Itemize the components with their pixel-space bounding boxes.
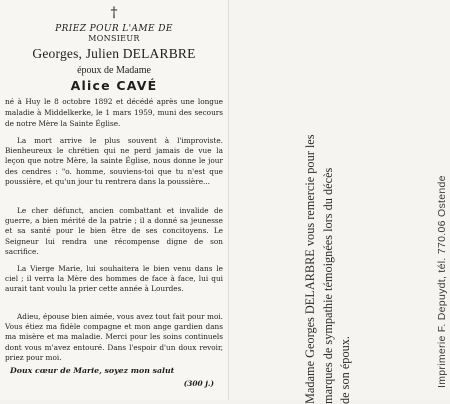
paragraph-veteran: Le cher défunct, ancien combattant et invalide de guerre, a bien mérité de la patrie ; il a donné sa jeunesse et sa santé pour le bien être de ses concitoyens. Le Seigneur lui rendra une récompense digne de son sacrifice. <box>5 206 223 256</box>
thanks-line-3: de son époux. <box>338 336 352 404</box>
closing-prayer: Doux cœur de Marie, soyez mon salut <box>10 366 175 375</box>
paragraph-death: La mort arrive le plus souvent à l'improviste. Bienheureux le chrétien qui ne perd jamais de vue la leçon que notre Mère, la sainte Église, nous donne le jour des cendres : "o. homme, souviens-toi que tu n'est que poussière, et qu'un jour tu rentrera dans la poussière... <box>5 136 223 186</box>
title-monsieur: MONSIEUR <box>88 34 140 43</box>
fold-line <box>228 0 229 400</box>
deceased-name: Georges, Julien DELARBRE <box>32 46 196 61</box>
indulgence-number: (300 j.) <box>183 379 214 388</box>
cross-symbol: † <box>110 5 118 21</box>
paragraph-virgin-mary: La Vierge Marie, lui souhaitera le bien venu dans le ciel ; il verra la Mère des hommes de face à face, lui qui aurait tant voulu la prier cette année à Lourdes. <box>5 264 223 294</box>
printer-imprint: Imprimerie F. Depuydt, tél. 770.06 Ostende <box>436 175 448 388</box>
prayer-header: PRIEZ POUR L'AME DE <box>55 24 173 34</box>
paragraph-farewell: Adieu, épouse bien aimée, vous avez tout fait pour moi. Vous étiez ma fidèle compagne et mon ange gardien dans ma misère et ma maladie. Merci pour les soins continuels dont vous m'avez entouré. Dans l'espoir d'un doux revoir, priez pour moi. <box>5 312 223 362</box>
biography-text: né à Huy le 8 octobre 1892 et décédé après une longue maladie à Middelkerke, le 1 mars 1959, muni des secours de notre Mère la Sainte Église. <box>5 97 223 128</box>
thanks-line-2: marques de sympathie témoignées lors du décès <box>320 167 335 404</box>
wife-name: Alice CAVÉ <box>70 78 158 93</box>
thanks-line-1: Madame Georges DELARBRE vous remercie pour les <box>303 134 317 404</box>
spouse-line: époux de Madame <box>77 65 151 76</box>
